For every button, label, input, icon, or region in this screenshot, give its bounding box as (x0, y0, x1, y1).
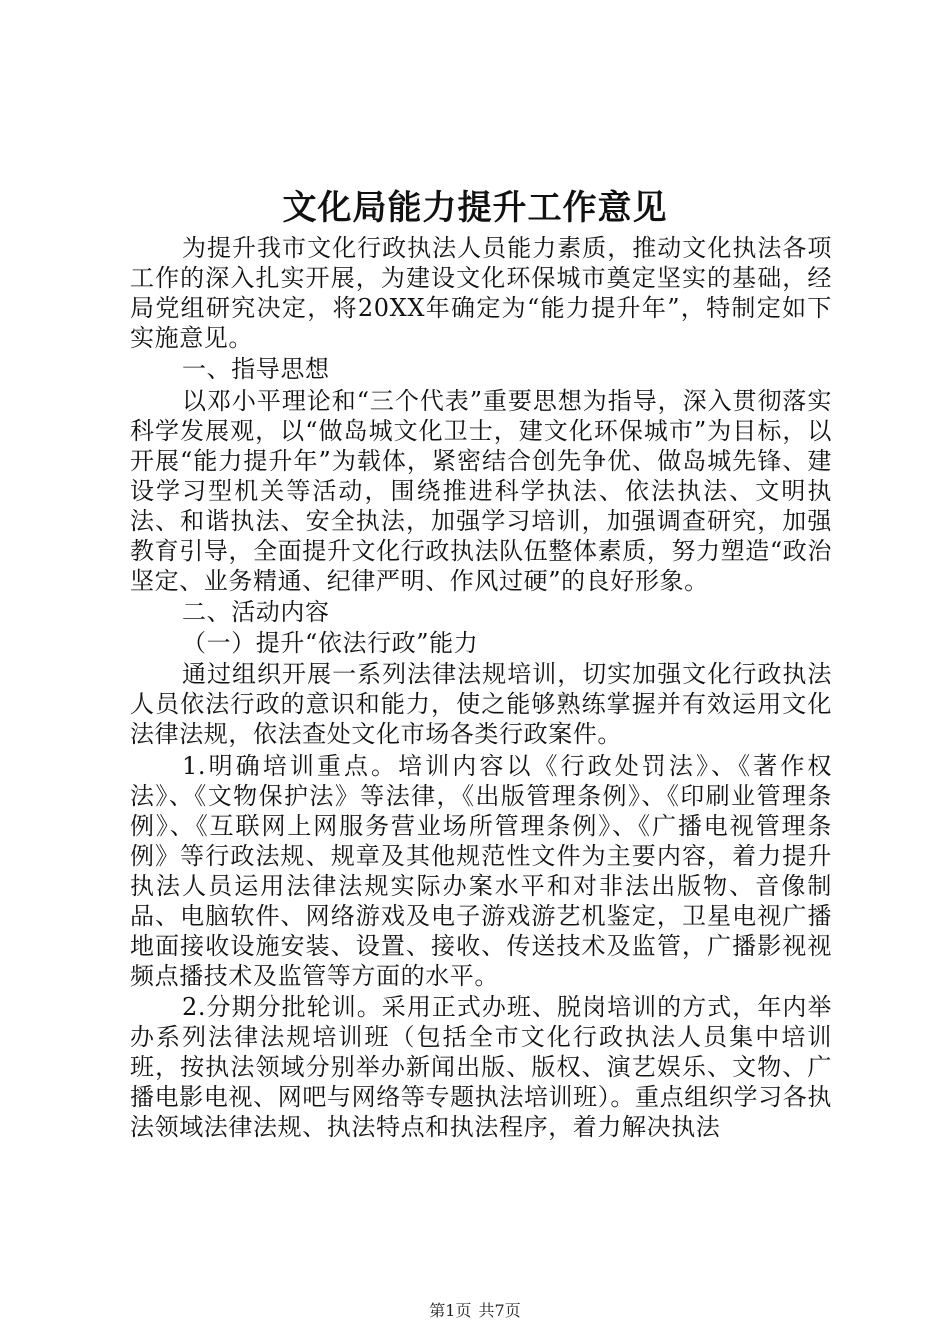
page-footer (0, 1301, 950, 1321)
heading-guiding-thought: 一、指导思想 (182, 355, 330, 384)
subheading-legal-administration: （一）提升“依法行政”能力 (182, 629, 479, 657)
page-total: 共7页 (478, 1301, 521, 1320)
paragraph-rotational-training: 2.分期分批轮训。采用正式办班、脱岗培训的方式，年内举办系列法律法规培训班（包括全市文化行政执法人员集中培训班，按执法领域分别举办新闻出版、版权、演艺娱乐、文物、广播电影电视、网吧与网络等专题执法培训班）。重点组织学习各执法领域法律法规、执法特点和执法程序，着力解决执法 (130, 992, 832, 1141)
document-title: 文化局能力提升工作意见 (282, 188, 668, 228)
document-body (130, 233, 832, 1143)
paragraph-training-focus: 1.明确培训重点。培训内容以《行政处罚法》、《著作权法》、《文物保护法》等法律，《出版管理条例》、《印刷业管理条例》、《互联网上网服务营业场所管理条例》、《广播电视管理条例》等行政法规、规章及其他规范性文件为主要内容，着力提升执法人员运用法律法规实际办案水平和对非法出版物、音像制品、电脑软件、网络游戏及电子游戏游艺机鉴定，卫星电视广播地面接收设施安装、设置、接收、传送技术及监管，广播影视视频点播技术及监管等方面的水平。 (130, 751, 832, 990)
page-number: 第1页 (429, 1301, 472, 1320)
heading-activity-content: 二、活动内容 (182, 597, 330, 626)
paragraph-legal-training: 通过组织开展一系列法律法规培训，切实加强文化行政执法人员依法行政的意识和能力，使之能够熟练掌握并有效运用文化法律法规，依法查处文化市场各类行政案件。 (130, 660, 832, 749)
paragraph-guiding-thought: 以邓小平理论和“三个代表”重要思想为指导，深入贯彻落实科学发展观，以“做岛城文化卫士，建文化环保城市”为目标，以开展“能力提升年”为载体，紧密结合创先争优、做岛城先锋、建设学习型机关等活动，围绕推进科学执法、依法执法、文明执法、和谐执法、安全执法，加强学习培训，加强调查研究，加强教育引导，全面提升文化行政执法队伍整体素质，努力塑造“政治坚定、业务精通、纪律严明、作风过硬”的良好形象。 (130, 386, 832, 595)
paragraph-intro: 为提升我市文化行政执法人员能力素质，推动文化执法各项工作的深入扎实开展，为建设文化环保城市奠定坚实的基础，经局党组研究决定，将20XX年确定为“能力提升年”，特制定如下实施意见。 (130, 234, 832, 352)
